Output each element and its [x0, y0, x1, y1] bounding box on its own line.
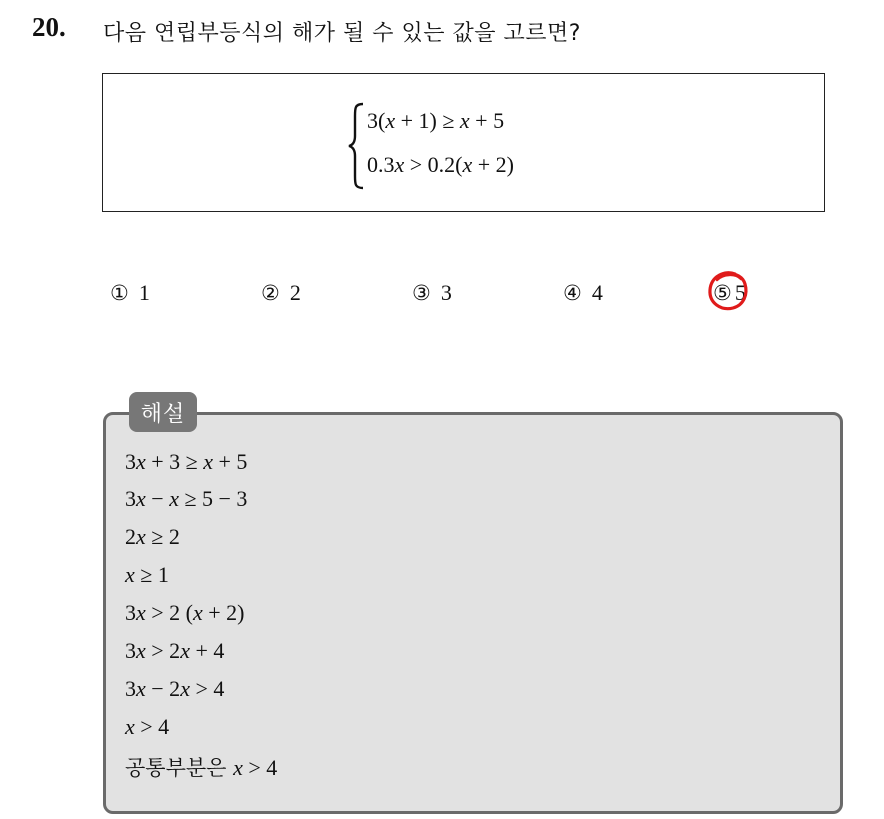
solution-label: 해설	[129, 392, 197, 432]
question-text: 다음 연립부등식의 해가 될 수 있는 값을 고르면?	[103, 21, 581, 46]
solution-line-5: 3x > 2 (x + 2)	[125, 600, 245, 625]
choice-4[interactable]: ④ 4	[563, 280, 603, 305]
solution-conclusion: 공통부분은 x > 4	[125, 755, 278, 780]
solution-line-6: 3x > 2x + 4	[125, 638, 225, 663]
solution-line-3: 2x ≥ 2	[125, 524, 180, 549]
answer-circle-icon	[705, 268, 751, 314]
solution-line-7: 3x − 2x > 4	[125, 676, 225, 701]
question-number: 20.	[32, 12, 66, 42]
choice-5[interactable]: ⑤ 5	[713, 280, 746, 305]
solution-line-2: 3x − x ≥ 5 − 3	[125, 486, 248, 511]
inequality-1: 3(x + 1) ≥ x + 5	[367, 108, 505, 133]
choice-2[interactable]: ② 2	[261, 280, 301, 305]
inequality-system-box	[102, 73, 825, 212]
solution-line-1: 3x + 3 ≥ x + 5	[125, 449, 248, 474]
choice-3[interactable]: ③ 3	[412, 280, 452, 305]
left-brace-icon	[347, 102, 365, 190]
solution-line-4: x ≥ 1	[125, 562, 169, 587]
inequality-2: 0.3x > 0.2(x + 2)	[367, 152, 514, 177]
solution-line-8: x > 4	[125, 714, 170, 739]
choice-1[interactable]: ① 1	[110, 280, 150, 305]
